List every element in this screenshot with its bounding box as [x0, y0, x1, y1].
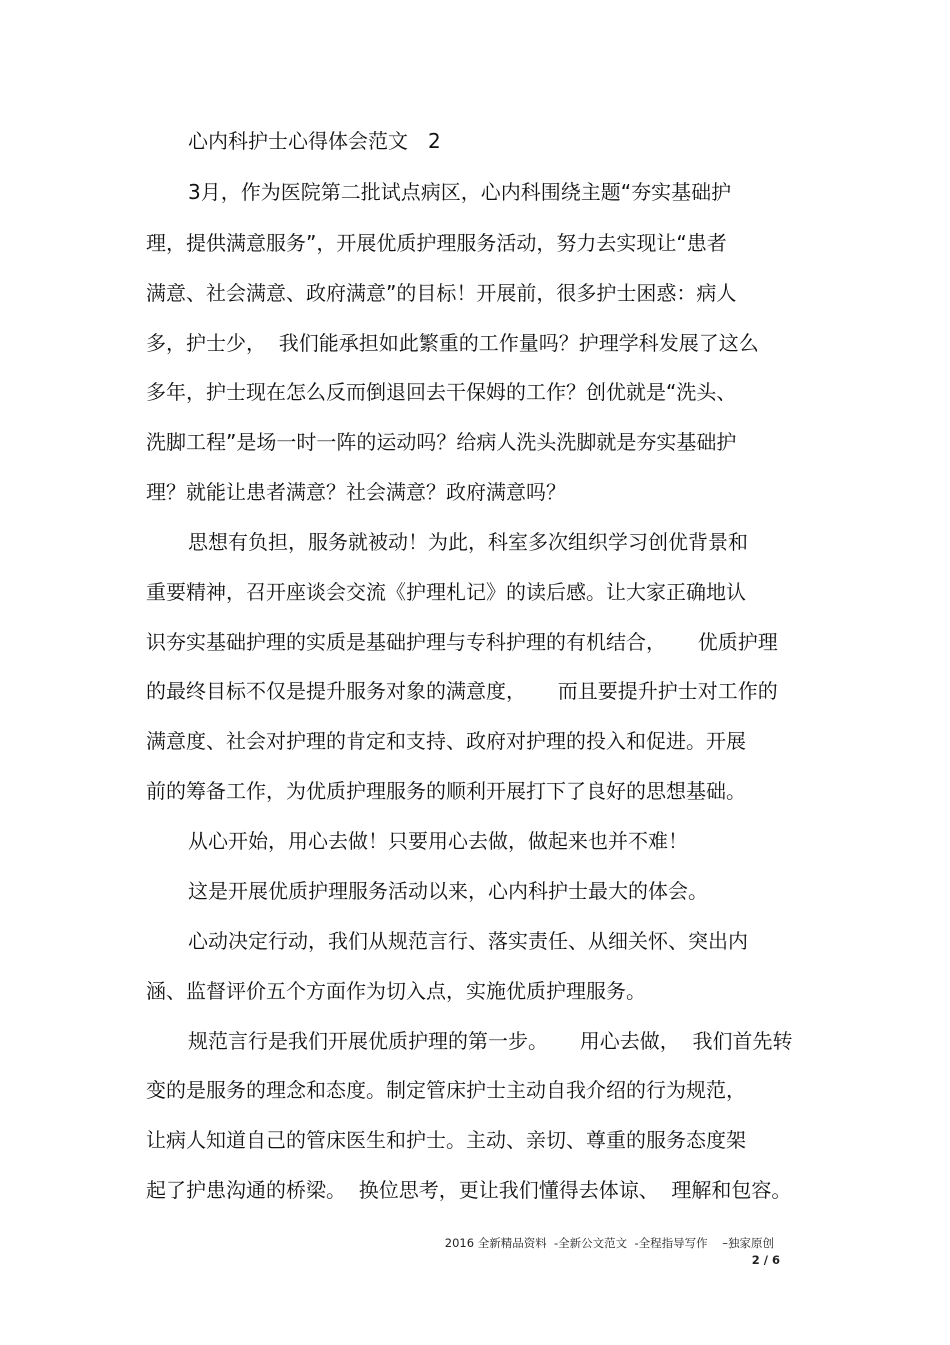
text-line: 前的筹备工作，为优质护理服务的顺利开展打下了良好的思想基础。	[146, 779, 746, 803]
text-line: 这是开展优质护理服务活动以来，心内科护士最大的体会。	[188, 879, 708, 903]
text-line: 洗脚工程”是场一时一阵的运动吗？给病人洗头洗脚就是夯实基础护	[146, 430, 737, 454]
text-line: 心动决定行动，我们从规范言行、落实责任、从细关怀、突出内	[188, 929, 748, 953]
text-line: 从心开始，用心去做！只要用心去做，做起来也并不难！	[188, 829, 688, 853]
page-number: 2 / 6	[751, 1253, 780, 1267]
text-line: 满意、社会满意、政府满意”的目标！开展前，很多护士困惑：病人	[146, 281, 737, 305]
document-title: 心内科护士心得体会范文 2	[188, 129, 441, 153]
text-line: 变的是服务的理念和态度。制定管床护士主动自我介绍的行为规范，	[146, 1078, 746, 1102]
text-line: 规范言行是我们开展优质护理的第一步。 用心去做， 我们首先转	[188, 1029, 793, 1053]
text-line: 识夯实基础护理的实质是基础护理与专科护理的有机结合， 优质护理	[146, 630, 778, 654]
text-line: 3月，作为医院第二批试点病区，心内科围绕主题“夯实基础护	[188, 180, 732, 204]
text-line: 的最终目标不仅是提升服务对象的满意度， 而且要提升护士对工作的	[146, 679, 778, 703]
text-line: 多年，护士现在怎么反而倒退回去干保姆的工作？创优就是“洗头、	[146, 380, 737, 404]
text-line: 让病人知道自己的管床医生和护士。主动、亲切、尊重的服务态度架	[146, 1128, 746, 1152]
text-line: 思想有负担，服务就被动！为此，科室多次组织学习创优背景和	[188, 530, 748, 554]
text-line: 理，提供满意服务”，开展优质护理服务活动，努力去实现让“患者	[146, 231, 727, 255]
text-line: 多，护士少， 我们能承担如此繁重的工作量吗？护理学科发展了这么	[146, 331, 759, 355]
text-line: 起了护患沟通的桥梁。 换位思考，更让我们懂得去体谅、 理解和包容。	[146, 1178, 792, 1202]
text-line: 涵、监督评价五个方面作为切入点，实施优质护理服务。	[146, 979, 646, 1003]
text-line: 重要精神，召开座谈会交流《护理札记》的读后感。让大家正确地认	[146, 580, 746, 604]
footer-text: 2016 全新精品资料 -全新公文范文 -全程指导写作 –独家原创	[444, 1236, 774, 1250]
text-line: 理？就能让患者满意？社会满意？政府满意吗？	[146, 480, 566, 504]
text-line: 满意度、社会对护理的肯定和支持、政府对护理的投入和促进。开展	[146, 729, 746, 753]
